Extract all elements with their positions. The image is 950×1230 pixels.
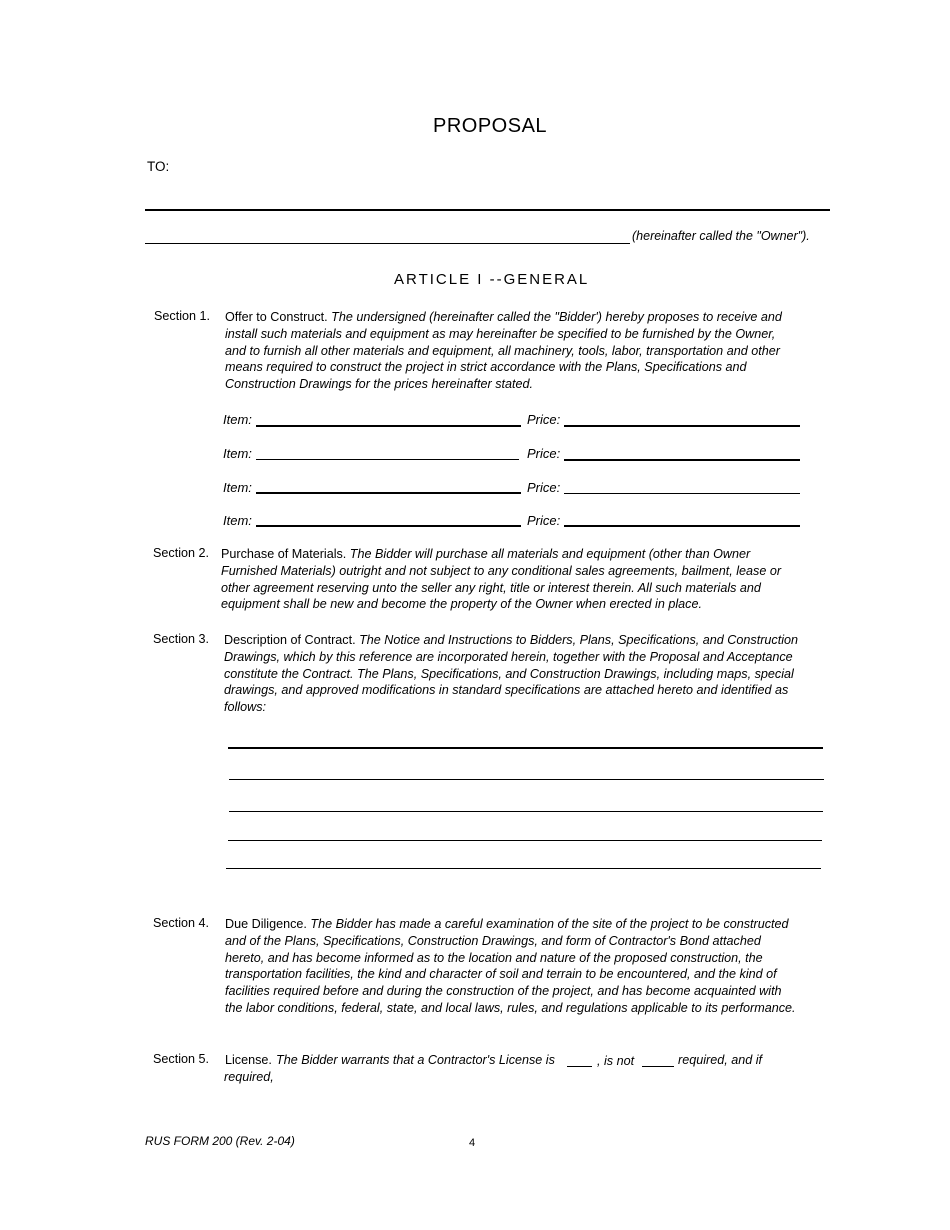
section-5-text-d: required, bbox=[224, 1070, 274, 1084]
license-is-field[interactable] bbox=[567, 1066, 592, 1067]
price-label: Price: bbox=[527, 446, 561, 461]
owner-line[interactable] bbox=[145, 243, 630, 244]
price-field[interactable] bbox=[564, 459, 800, 461]
to-line[interactable] bbox=[145, 209, 830, 211]
section-5-text-c: required, and if bbox=[678, 1053, 763, 1067]
section-2-heading: Purchase of Materials. bbox=[221, 547, 347, 561]
article-heading: ARTICLE I --GENERAL bbox=[394, 271, 590, 288]
section-5-text-b: , is not bbox=[597, 1054, 635, 1068]
section-4-heading: Due Diligence. bbox=[225, 917, 307, 931]
section-2-label: Section 2. bbox=[153, 546, 210, 560]
owner-note: (hereinafter called the "Owner"). bbox=[632, 229, 810, 243]
price-label: Price: bbox=[527, 412, 561, 427]
price-field[interactable] bbox=[564, 425, 800, 427]
section-1-text: The undersigned (hereinafter called the "Bidder') hereby proposes to receive and install such materials and equipment as may hereinafter be specified to be furnished by the Owner, and to furnish all other materials and equipment, all machinery, tools, labor, transportation and other means required to construct the project in strict accordance with the Plans, Specifications and Construction Drawings for the prices hereinafter stated. bbox=[225, 310, 782, 392]
section-1-heading: Offer to Construct. bbox=[225, 310, 328, 324]
page-title: PROPOSAL bbox=[433, 115, 548, 137]
contract-document-line[interactable] bbox=[229, 811, 823, 812]
contract-document-line[interactable] bbox=[229, 779, 824, 780]
section-4-label: Section 4. bbox=[153, 916, 210, 930]
item-field[interactable] bbox=[256, 492, 521, 494]
section-4-text: The Bidder has made a careful examination of the site of the project to be constructed and of the Plans, Specifications, Construction Drawings, and form of Contractor's Bond attached hereto, and has become informed as to the location and nature of the proposed construction, the transportation facilities, the kind and character of soil and terrain to be encountered, and the kind of facilities required before and during the construction of the project, and has become acquainted with the labor conditions, federal, state, and local laws, rules, and regulations applicable to its performance. bbox=[225, 917, 796, 1015]
contract-document-line[interactable] bbox=[228, 747, 823, 749]
price-field[interactable] bbox=[564, 493, 800, 494]
item-label: Item: bbox=[223, 513, 252, 528]
page-number: 4 bbox=[469, 1137, 476, 1149]
contract-document-line[interactable] bbox=[226, 868, 821, 869]
section-1-body bbox=[225, 309, 795, 393]
section-5-text-a: The Bidder warrants that a Contractor's License is bbox=[276, 1053, 555, 1067]
section-3-body bbox=[224, 632, 802, 716]
section-2-text: The Bidder will purchase all materials and equipment (other than Owner Furnished Materials) outright and not subject to any conditional sales agreements, bailment, lease or other agreement reserving unto the seller any right, title or interest therein. All such materials and equipment shall be new and become the property of the Owner when erected in place. bbox=[221, 547, 782, 612]
price-field[interactable] bbox=[564, 525, 800, 527]
item-field[interactable] bbox=[256, 425, 521, 427]
price-label: Price: bbox=[527, 480, 561, 495]
license-is-not-field[interactable] bbox=[642, 1066, 674, 1067]
item-field[interactable] bbox=[256, 459, 519, 460]
section-3-text: The Notice and Instructions to Bidders, Plans, Specifications, and Construction Drawings, which by this reference are incorporated herein, together with the Proposal and Acceptance constitute the Contract. The Plans, Specifications, and Construction Drawings, including maps, special drawings, and approved modifications in standard specifications are attached hereto and identified as follows: bbox=[224, 633, 799, 715]
price-label: Price: bbox=[527, 513, 561, 528]
item-label: Item: bbox=[223, 480, 252, 495]
item-label: Item: bbox=[223, 412, 252, 427]
item-field[interactable] bbox=[256, 525, 521, 527]
item-label: Item: bbox=[223, 446, 252, 461]
section-1-label: Section 1. bbox=[154, 309, 211, 323]
section-4-body bbox=[225, 916, 800, 1017]
section-2-body bbox=[221, 546, 797, 613]
to-label: TO: bbox=[147, 159, 170, 174]
form-number: RUS FORM 200 (Rev. 2-04) bbox=[145, 1134, 295, 1148]
contract-document-line[interactable] bbox=[228, 840, 822, 841]
section-3-heading: Description of Contract. bbox=[224, 633, 356, 647]
section-5-label: Section 5. bbox=[153, 1052, 210, 1066]
section-5-heading: License. bbox=[225, 1053, 272, 1067]
section-3-label: Section 3. bbox=[153, 632, 210, 646]
